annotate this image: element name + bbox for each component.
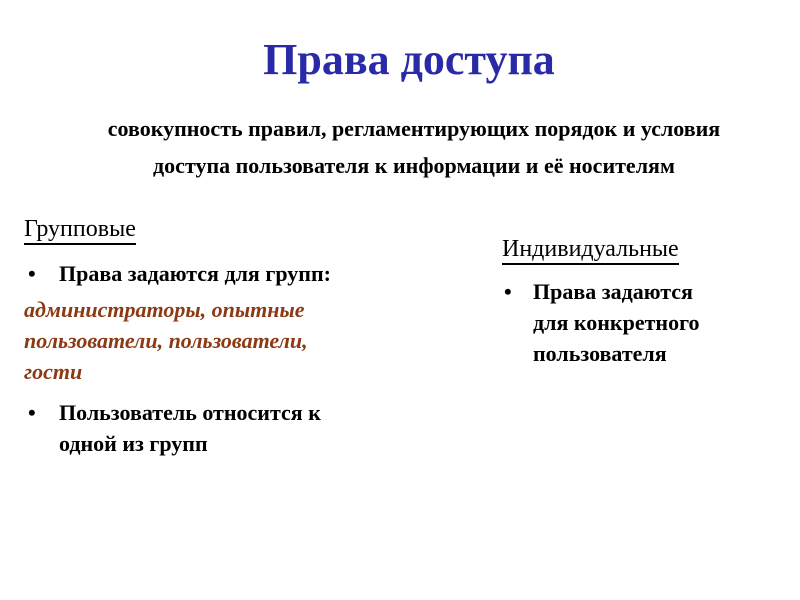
group-bullet-1 (28, 258, 331, 289)
definition-text (28, 110, 800, 184)
group-examples-line-1: администраторы, опытные (24, 297, 305, 322)
definition-line-2: доступа пользователя к информации и её носителям (153, 153, 675, 178)
bullet-icon: • (28, 261, 36, 286)
bullet-icon: • (504, 279, 512, 304)
group-bullet-2-line-1: Пользователь относится к (59, 400, 321, 425)
group-examples-line-3: гости (24, 359, 83, 384)
individual-rights-heading-text: Индивидуальные (502, 236, 679, 265)
slide-title: Права доступа (263, 35, 555, 84)
definition-line-1: совокупность правил, регламентирующих порядок и условия (107, 116, 721, 141)
individual-bullet-1 (504, 276, 700, 369)
individual-bullet-1-line-1: Права задаются (533, 279, 693, 304)
individual-rights-heading (502, 234, 679, 264)
group-rights-heading (24, 214, 136, 244)
group-examples-line-2: пользователи, пользователи, (24, 328, 308, 353)
group-examples (24, 294, 308, 387)
individual-bullet-1-line-3: пользователя (533, 341, 667, 366)
group-bullet-2 (28, 397, 321, 459)
group-bullet-2-line-2: одной из групп (59, 431, 208, 456)
individual-bullet-1-line-2: для конкретного (533, 310, 700, 335)
group-rights-heading-text: Групповые (24, 216, 136, 245)
group-bullet-1-text: Права задаются для групп: (59, 261, 331, 286)
bullet-icon: • (28, 400, 36, 425)
